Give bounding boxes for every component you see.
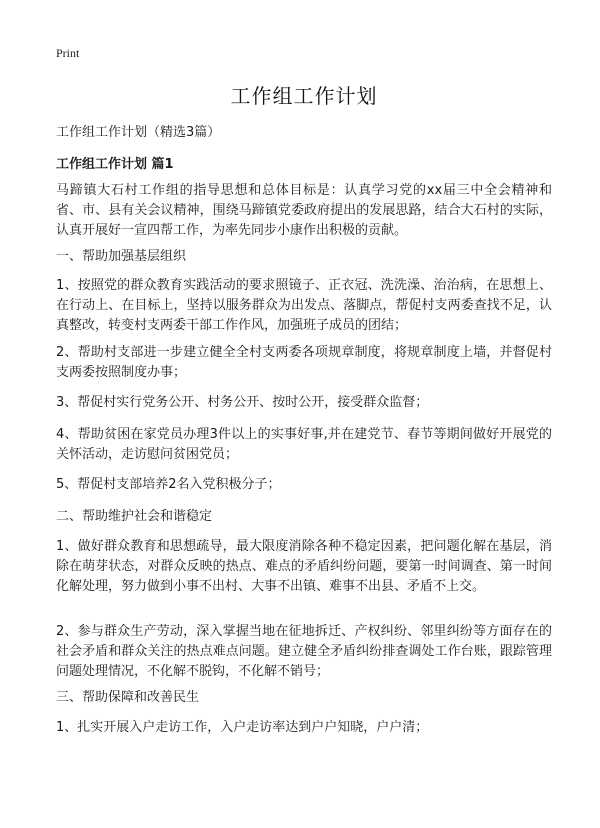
paragraph-3-1: 1、扎实开展入户走访工作，入户走访率达到户户知晓，户户清； [56, 720, 429, 735]
paragraph-1-2: 2、帮助村支部进一步建立健全全村支两委各项规章制度，将规章制度上墙，并督促村支两委按照制度办事； [56, 345, 552, 380]
document-title: 工作组工作计划 [230, 84, 378, 108]
heading-3: 三、帮助保障和改善民生 [56, 690, 200, 705]
print-label: Print [56, 46, 80, 60]
heading-2: 二、帮助维护社会和谐稳定 [56, 509, 213, 524]
heading-1: 一、帮助加强基层组织 [56, 249, 187, 264]
section-heading: 工作组工作计划 篇1 [56, 157, 174, 172]
intro-paragraph: 马蹄镇大石村工作组的指导思想和总体目标是：认真学习党的xx届三中全会精神和省、市、县有关会议精神，围绕马蹄镇党委政府提出的发展思路，结合大石村的实际，认真开展好一宣四帮工作，为率先同步小康作出积极的贡献。 [56, 183, 552, 238]
paragraph-1-1: 1、按照党的群众教育实践活动的要求照镜子、正衣冠、洗洗澡、治治病，在思想上、在行动上、在目标上，坚持以服务群众为出发点、落脚点，帮促村支两委查找不足，认真整改，转变村支两委干部工作作风，加强班子成员的团结； [56, 278, 552, 333]
document-subtitle: 工作组工作计划（精选3篇） [56, 125, 221, 140]
paragraph-1-4: 4、帮助贫困在家党员办理3件以上的实事好事,并在建党节、春节等期间做好开展党的关怀活动，走访慰问贫困党员； [56, 427, 552, 462]
paragraph-2-2: 2、参与群众生产劳动，深入掌握当地在征地拆迁、产权纠纷、邻里纠纷等方面存在的社会矛盾和群众关注的热点难点问题。建立健全矛盾纠纷排查调处工作台账，跟踪管理问题处理情况，不化解不脱钩，不化解不销号； [56, 624, 552, 679]
paragraph-1-5: 5、帮促村支部培养2名入党积极分子； [56, 477, 281, 492]
paragraph-1-3: 3、帮促村实行党务公开、村务公开、按时公开，接受群众监督； [56, 395, 429, 410]
paragraph-2-1: 1、做好群众教育和思想疏导，最大限度消除各种不稳定因素，把问题化解在基层，消除在萌芽状态，对群众反映的热点、难点的矛盾纠纷问题，要第一时间调查、第一时间化解处理，努力做到小事不出村、大事不出镇、难事不出县、矛盾不上交。 [56, 539, 552, 594]
